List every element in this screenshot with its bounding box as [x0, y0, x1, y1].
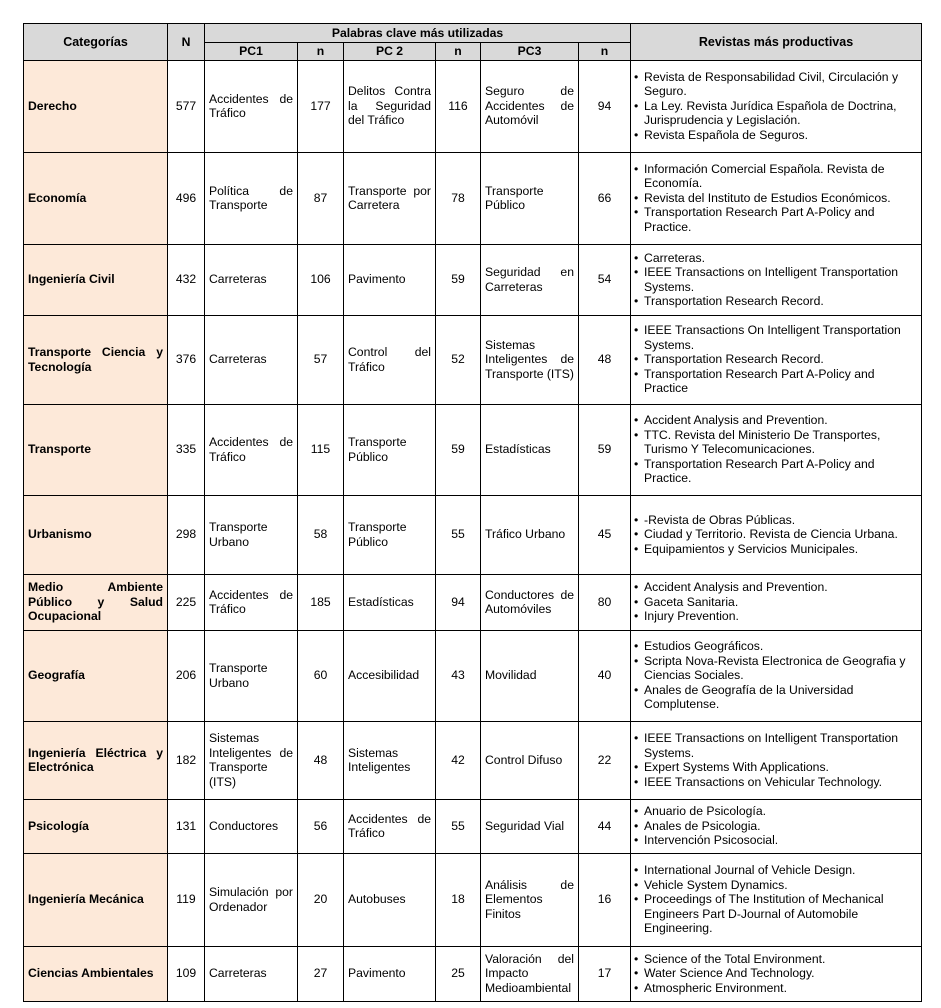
revistas-list: [633, 952, 918, 996]
revistas-list: [633, 323, 918, 396]
pc2-count-cell: 59: [436, 404, 481, 495]
table-row: [24, 799, 922, 853]
pc1-count-cell: 177: [298, 60, 344, 152]
revistas-cell: [631, 152, 922, 244]
table-row: [24, 244, 922, 315]
revista-item: • Información Comercial Española. Revista de Economía.: [633, 162, 918, 191]
N-cell: 109: [168, 946, 205, 1001]
pc3-count-cell: 66: [579, 152, 631, 244]
N-cell: 335: [168, 404, 205, 495]
pc3-count-cell: 94: [579, 60, 631, 152]
pc1-keyword-cell: Sistemas Inteligentes de Transporte (ITS): [205, 721, 298, 799]
revista-item: • Proceedings of The Institution of Mechanical Engineers Part D-Journal of Automobile Engineering.: [633, 892, 918, 936]
pc1-keyword-cell: Carreteras: [205, 946, 298, 1001]
revistas-list: [633, 413, 918, 486]
category-cell: Transporte: [24, 404, 168, 495]
N-cell: 432: [168, 244, 205, 315]
revistas-cell: [631, 853, 922, 946]
keywords-table: [23, 23, 922, 1002]
N-cell: 206: [168, 630, 205, 721]
N-cell: 376: [168, 315, 205, 404]
revistas-cell: [631, 60, 922, 152]
pc3-keyword-cell: Tráfico Urbano: [481, 495, 579, 574]
pc3-count-cell: 22: [579, 721, 631, 799]
revista-item: • Transportation Research Record.: [633, 294, 918, 309]
revista-item: • Ciudad y Territorio. Revista de Ciencia Urbana.: [633, 527, 918, 542]
pc3-keyword-cell: Análisis de Elementos Finitos: [481, 853, 579, 946]
N-cell: 225: [168, 574, 205, 630]
N-cell: 182: [168, 721, 205, 799]
table-row: [24, 630, 922, 721]
pc3-keyword-cell: Movilidad: [481, 630, 579, 721]
pc3-keyword-cell: Seguridad en Carreteras: [481, 244, 579, 315]
pc1-keyword-cell: Carreteras: [205, 315, 298, 404]
revista-item: • La Ley. Revista Jurídica Española de Doctrina, Jurisprudencia y Legislación.: [633, 99, 918, 128]
pc3-keyword-cell: Transporte Público: [481, 152, 579, 244]
pc3-count-cell: 59: [579, 404, 631, 495]
category-cell: Ciencias Ambientales: [24, 946, 168, 1001]
pc3-keyword-cell: Sistemas Inteligentes de Transporte (ITS): [481, 315, 579, 404]
revista-item: • Transportation Research Part A-Policy and Practice.: [633, 205, 918, 234]
pc3-keyword-cell: Seguro de Accidentes de Automóvil: [481, 60, 579, 152]
revistas-list: [633, 863, 918, 936]
pc3-keyword-cell: Estadísticas: [481, 404, 579, 495]
table-row: [24, 315, 922, 404]
revista-item: • Injury Prevention.: [633, 609, 918, 624]
revista-item: • Anuario de Psicología.: [633, 804, 918, 819]
revistas-cell: [631, 946, 922, 1001]
revista-item: • Accident Analysis and Prevention.: [633, 580, 918, 595]
revista-item: • -Revista de Obras Públicas.: [633, 513, 918, 528]
revistas-list: [633, 251, 918, 309]
pc1-count-cell: 185: [298, 574, 344, 630]
category-cell: Transporte Ciencia y Tecnología: [24, 315, 168, 404]
header-pc1: PC1: [205, 43, 298, 61]
header-row-top: [24, 24, 922, 43]
revista-item: • TTC. Revista del Ministerio De Transportes, Turismo Y Telecomunicaciones.: [633, 428, 918, 457]
pc2-count-cell: 42: [436, 721, 481, 799]
pc2-keyword-cell: Transporte por Carretera: [344, 152, 436, 244]
revista-item: • Carreteras.: [633, 251, 918, 266]
revistas-cell: [631, 799, 922, 853]
pc3-count-cell: 16: [579, 853, 631, 946]
pc1-count-cell: 115: [298, 404, 344, 495]
pc2-keyword-cell: Accidentes de Tráfico: [344, 799, 436, 853]
category-cell: Psicología: [24, 799, 168, 853]
revistas-cell: [631, 495, 922, 574]
header-pc3: PC3: [481, 43, 579, 61]
pc2-count-cell: 94: [436, 574, 481, 630]
revistas-list: [633, 731, 918, 789]
pc3-count-cell: 45: [579, 495, 631, 574]
revista-item: • IEEE Transactions on Intelligent Transportation Systems.: [633, 265, 918, 294]
revistas-cell: [631, 244, 922, 315]
pc3-count-cell: 48: [579, 315, 631, 404]
pc2-keyword-cell: Estadísticas: [344, 574, 436, 630]
revista-item: • IEEE Transactions on Vehicular Technology.: [633, 775, 918, 790]
pc1-count-cell: 48: [298, 721, 344, 799]
category-cell: Derecho: [24, 60, 168, 152]
pc2-keyword-cell: Control del Tráfico: [344, 315, 436, 404]
table-row: [24, 495, 922, 574]
pc1-keyword-cell: Accidentes de Tráfico: [205, 574, 298, 630]
revista-item: • Atmospheric Environment.: [633, 981, 918, 996]
pc1-count-cell: 20: [298, 853, 344, 946]
N-cell: 119: [168, 853, 205, 946]
revista-item: • IEEE Transactions On Intelligent Transportation Systems.: [633, 323, 918, 352]
N-cell: 577: [168, 60, 205, 152]
pc1-count-cell: 58: [298, 495, 344, 574]
pc1-count-cell: 56: [298, 799, 344, 853]
revista-item: • Transportation Research Part A-Policy and Practice.: [633, 457, 918, 486]
pc1-count-cell: 27: [298, 946, 344, 1001]
header-n2: n: [436, 43, 481, 61]
table-row: [24, 152, 922, 244]
revistas-list: [633, 639, 918, 712]
pc2-count-cell: 78: [436, 152, 481, 244]
revista-item: • Equipamientos y Servicios Municipales.: [633, 542, 918, 557]
revista-item: • International Journal of Vehicle Design.: [633, 863, 918, 878]
pc1-count-cell: 106: [298, 244, 344, 315]
category-cell: Ingeniería Eléctrica y Electrónica: [24, 721, 168, 799]
pc3-count-cell: 44: [579, 799, 631, 853]
N-cell: 298: [168, 495, 205, 574]
header-n1: n: [298, 43, 344, 61]
pc2-count-cell: 52: [436, 315, 481, 404]
category-cell: Geografía: [24, 630, 168, 721]
revista-item: • Gaceta Sanitaria.: [633, 595, 918, 610]
revista-item: • Estudios Geográficos.: [633, 639, 918, 654]
pc1-keyword-cell: Accidentes de Tráfico: [205, 404, 298, 495]
pc2-keyword-cell: Sistemas Inteligentes: [344, 721, 436, 799]
revistas-cell: [631, 315, 922, 404]
category-cell: Ingeniería Civil: [24, 244, 168, 315]
N-cell: 496: [168, 152, 205, 244]
revistas-list: [633, 162, 918, 235]
pc2-keyword-cell: Transporte Público: [344, 495, 436, 574]
revista-item: • Intervención Psicosocial.: [633, 833, 918, 848]
revistas-list: [633, 804, 918, 848]
revista-item: • Science of the Total Environment.: [633, 952, 918, 967]
revista-item: • Transportation Research Record.: [633, 352, 918, 367]
pc3-count-cell: 80: [579, 574, 631, 630]
pc2-keyword-cell: Pavimento: [344, 946, 436, 1001]
pc1-keyword-cell: Simulación por Ordenador: [205, 853, 298, 946]
revista-item: • Revista del Instituto de Estudios Económicos.: [633, 191, 918, 206]
pc2-keyword-cell: Accesibilidad: [344, 630, 436, 721]
header-N: N: [168, 24, 205, 61]
pc3-keyword-cell: Conductores de Automóviles: [481, 574, 579, 630]
header-categorias: Categorías: [24, 24, 168, 61]
revistas-cell: [631, 721, 922, 799]
table-row: [24, 404, 922, 495]
pc2-count-cell: 55: [436, 495, 481, 574]
pc1-keyword-cell: Carreteras: [205, 244, 298, 315]
table-row: [24, 721, 922, 799]
header-n3: n: [579, 43, 631, 61]
pc2-count-cell: 25: [436, 946, 481, 1001]
table-row: [24, 60, 922, 152]
revista-item: • Expert Systems With Applications.: [633, 760, 918, 775]
pc2-keyword-cell: Transporte Público: [344, 404, 436, 495]
revista-item: • Anales de Psicologia.: [633, 819, 918, 834]
revistas-list: [633, 513, 918, 557]
revistas-cell: [631, 574, 922, 630]
pc2-count-cell: 43: [436, 630, 481, 721]
category-cell: Economía: [24, 152, 168, 244]
pc1-keyword-cell: Accidentes de Tráfico: [205, 60, 298, 152]
revista-item: • Vehicle System Dynamics.: [633, 878, 918, 893]
pc2-count-cell: 18: [436, 853, 481, 946]
revista-item: • Revista de Responsabilidad Civil, Circulación y Seguro.: [633, 70, 918, 99]
revista-item: • Revista Española de Seguros.: [633, 128, 918, 143]
category-cell: Ingeniería Mecánica: [24, 853, 168, 946]
header-revistas: Revistas más productivas: [631, 24, 922, 61]
revista-item: • IEEE Transactions on Intelligent Transportation Systems.: [633, 731, 918, 760]
revista-item: • Anales de Geografía de la Universidad Complutense.: [633, 683, 918, 712]
pc2-keyword-cell: Autobuses: [344, 853, 436, 946]
pc2-count-cell: 59: [436, 244, 481, 315]
revista-item: • Water Science And Technology.: [633, 966, 918, 981]
table-row: [24, 574, 922, 630]
revista-item: • Scripta Nova-Revista Electronica de Geografia y Ciencias Sociales.: [633, 654, 918, 683]
pc1-keyword-cell: Conductores: [205, 799, 298, 853]
header-pc2: PC 2: [344, 43, 436, 61]
pc3-count-cell: 54: [579, 244, 631, 315]
revista-item: • Transportation Research Part A-Policy and Practice: [633, 367, 918, 396]
pc1-count-cell: 60: [298, 630, 344, 721]
category-cell: Medio Ambiente Público y Salud Ocupacional: [24, 574, 168, 630]
revista-item: • Accident Analysis and Prevention.: [633, 413, 918, 428]
pc2-keyword-cell: Pavimento: [344, 244, 436, 315]
pc1-keyword-cell: Política de Transporte: [205, 152, 298, 244]
table-row: [24, 853, 922, 946]
pc3-keyword-cell: Seguridad Vial: [481, 799, 579, 853]
table-row: [24, 946, 922, 1001]
category-cell: Urbanismo: [24, 495, 168, 574]
pc1-count-cell: 87: [298, 152, 344, 244]
N-cell: 131: [168, 799, 205, 853]
revistas-list: [633, 580, 918, 624]
revistas-cell: [631, 404, 922, 495]
header-keywords-group: Palabras clave más utilizadas: [205, 24, 631, 43]
pc1-keyword-cell: Transporte Urbano: [205, 495, 298, 574]
pc2-keyword-cell: Delitos Contra la Seguridad del Tráfico: [344, 60, 436, 152]
pc2-count-cell: 116: [436, 60, 481, 152]
pc3-keyword-cell: Valoración del Impacto Medioambiental: [481, 946, 579, 1001]
table-body: [24, 60, 922, 1001]
pc1-keyword-cell: Transporte Urbano: [205, 630, 298, 721]
revistas-list: [633, 70, 918, 143]
pc3-keyword-cell: Control Difuso: [481, 721, 579, 799]
revistas-cell: [631, 630, 922, 721]
pc1-count-cell: 57: [298, 315, 344, 404]
pc3-count-cell: 17: [579, 946, 631, 1001]
pc3-count-cell: 40: [579, 630, 631, 721]
pc2-count-cell: 55: [436, 799, 481, 853]
